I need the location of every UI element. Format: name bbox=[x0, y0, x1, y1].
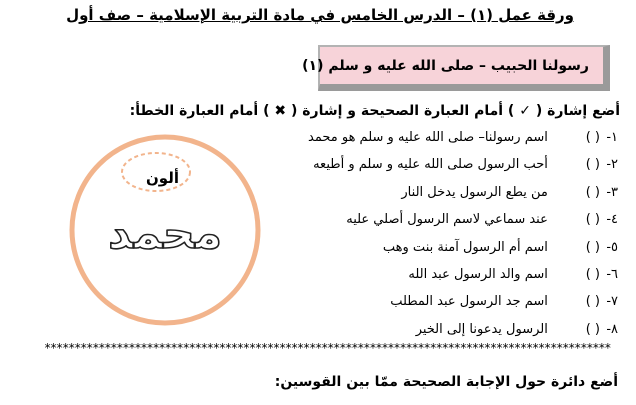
statement-number: ١- bbox=[606, 130, 618, 145]
statement-number: ٦- bbox=[606, 266, 618, 282]
coloring-circle bbox=[67, 132, 263, 328]
statement-item bbox=[308, 265, 618, 292]
statement-number: ٧- bbox=[606, 294, 618, 310]
color-label: ألون bbox=[146, 169, 179, 187]
answer-blank[interactable]: ( ) bbox=[585, 294, 600, 310]
statement-text: الرسول يدعونا إلى الخير bbox=[415, 321, 548, 337]
answer-blank[interactable]: ( ) bbox=[585, 266, 600, 282]
statement-item bbox=[308, 155, 618, 182]
statement-item bbox=[308, 238, 618, 265]
statement-item bbox=[308, 128, 618, 155]
statement-text: اسم أم الرسول آمنة بنت وهب bbox=[382, 239, 548, 255]
statement-text: اسم جد الرسول عبد المطلب bbox=[390, 294, 548, 310]
answer-blank[interactable]: ( ) bbox=[585, 157, 600, 173]
outlined-name: محمد bbox=[108, 208, 222, 259]
answer-blank[interactable]: ( ) bbox=[585, 184, 600, 200]
answer-blank[interactable]: ( ) bbox=[585, 321, 600, 337]
statement-item bbox=[308, 183, 618, 210]
lesson-title: رسولنا الحبيب – صلى الله عليه و سلم (١) bbox=[302, 58, 589, 74]
answer-blank[interactable]: ( ) bbox=[585, 130, 600, 145]
statement-text: عند سماعي لاسم الرسول أصلي عليه bbox=[346, 212, 548, 228]
statement-text: من يطع الرسول يدخل النار bbox=[401, 184, 548, 200]
statement-text: أحب الرسول صلى الله عليه و سلم و أطيعه bbox=[313, 157, 548, 173]
statement-list bbox=[308, 128, 618, 347]
statement-number: ٨- bbox=[606, 321, 618, 337]
section2-instructions: أضع دائرة حول الإجابة الصحيحة ممّا بين القوسين: bbox=[274, 374, 618, 390]
statement-number: ٤- bbox=[606, 212, 618, 228]
statement-number: ٥- bbox=[606, 239, 618, 255]
statement-text: اسم والد الرسول عبد الله bbox=[408, 266, 548, 282]
worksheet-title: ورقة عمل (١) – الدرس الخامس في مادة التربية الإسلامية – صف أول bbox=[66, 6, 574, 24]
statement-text: اسم رسولنا– صلى الله عليه و سلم هو محمد bbox=[308, 130, 548, 145]
answer-blank[interactable]: ( ) bbox=[585, 212, 600, 228]
statement-number: ٢- bbox=[606, 157, 618, 173]
statement-number: ٣- bbox=[606, 184, 618, 200]
statement-item bbox=[308, 292, 618, 319]
answer-blank[interactable]: ( ) bbox=[585, 239, 600, 255]
star-divider: ********************************************************************************************** bbox=[44, 343, 611, 353]
section1-instructions: أضع إشارة ( ✓ ) أمام العبارة الصحيحة و إشارة ( ✖ ) أمام العبارة الخطأ: bbox=[129, 103, 620, 119]
statement-item bbox=[308, 210, 618, 237]
lesson-title-box bbox=[302, 45, 610, 91]
